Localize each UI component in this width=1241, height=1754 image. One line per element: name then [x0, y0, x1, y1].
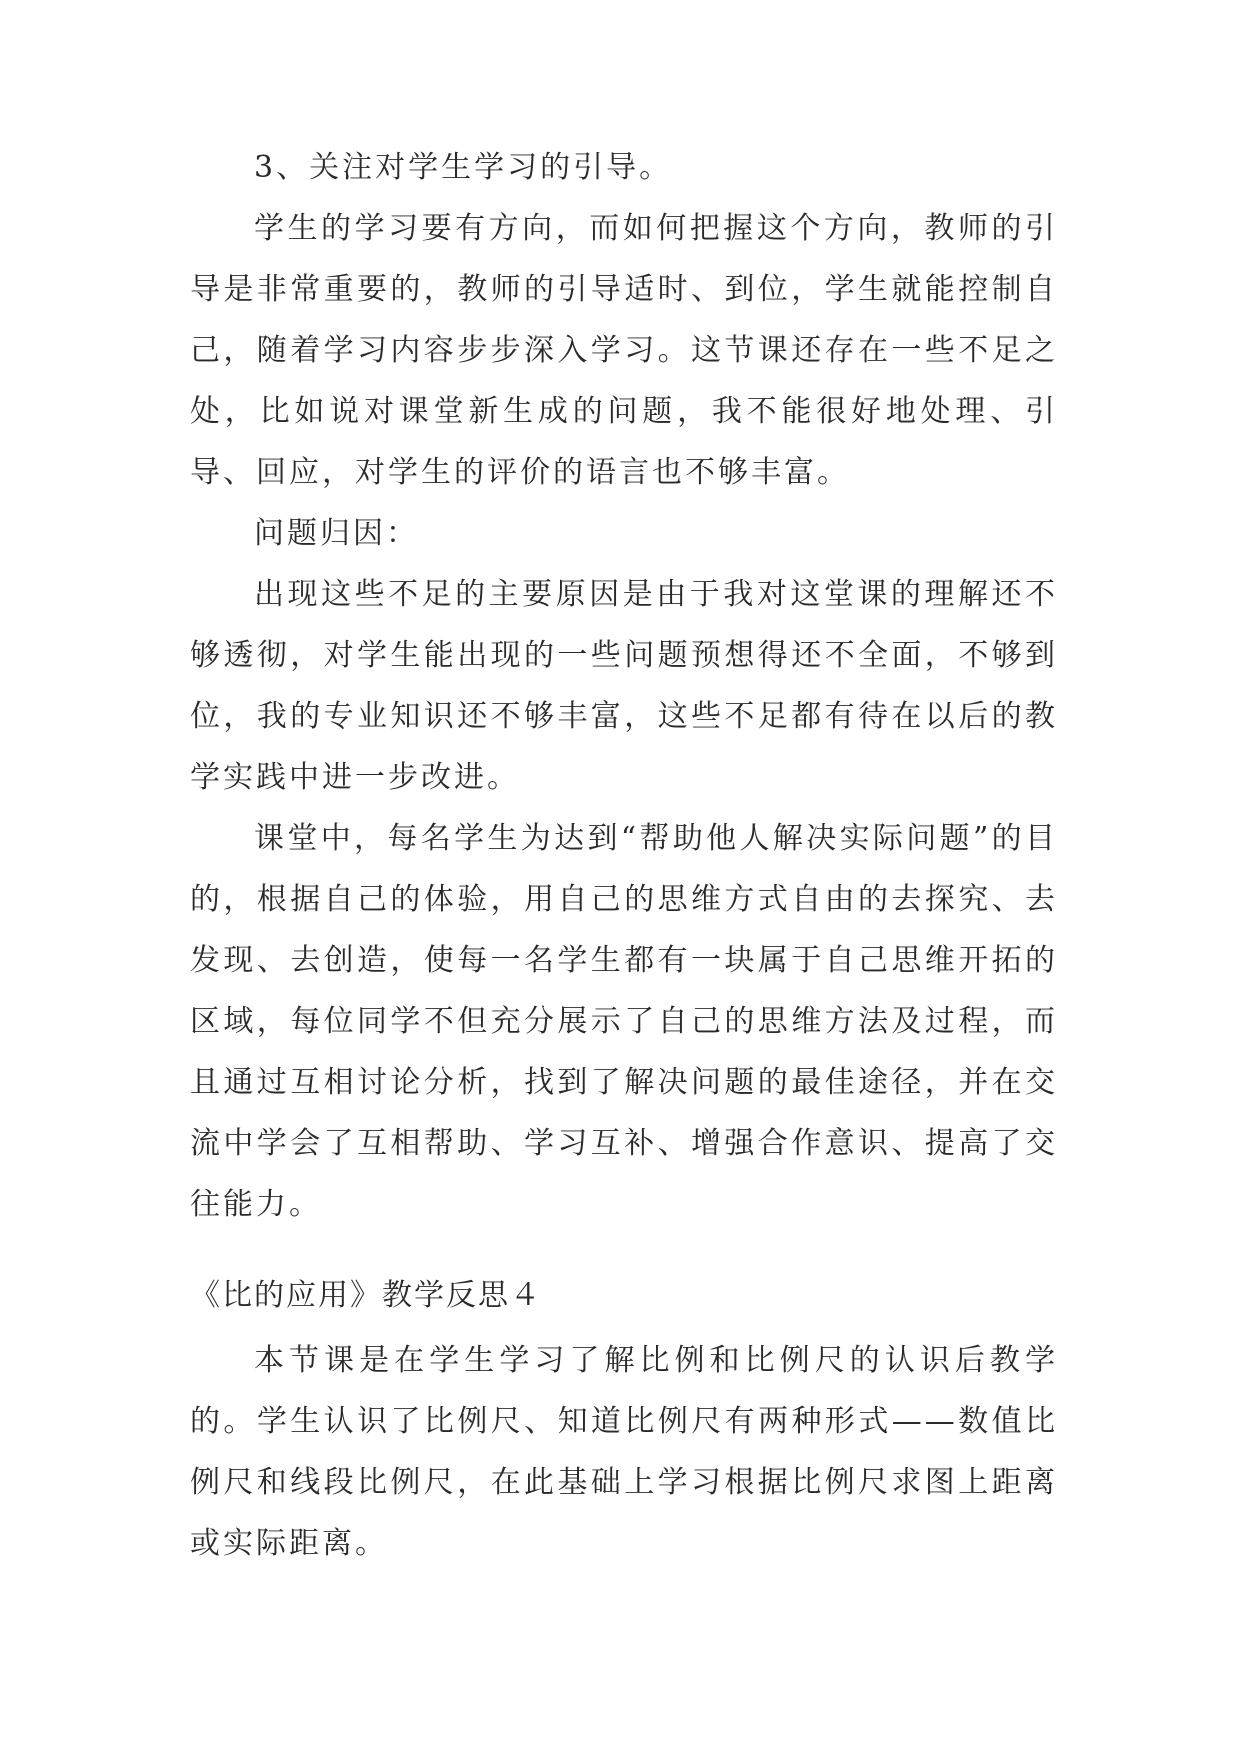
paragraph-guidance: 学生的学习要有方向，而如何把握这个方向，教师的引导是非常重要的，教师的引导适时、到位，学生就能控制自己，随着学习内容步步深入学习。这节课还存在一些不足之处，比如说对课堂新生成的问题，我不能很好地处理、引导、回应，对学生的评价的语言也不够丰富。 — [190, 211, 1058, 490]
section-title-reflection-4: 《比的应用》教学反思４ — [190, 1278, 542, 1313]
paragraph-cause: 出现这些不足的主要原因是由于我对这堂课的理解还不够透彻，对学生能出现的一些问题预想得还不全面，不够到位，我的专业知识还不够丰富，这些不足都有待在以后的教学实践中进一步改进。 — [190, 577, 1058, 795]
paragraph-lesson-intro: 本节课是在学生学习了解比例和比例尺的认识后教学的。学生认识了比例尺、知道比例尺有两种形式——数值比例尺和线段比例尺，在此基础上学习根据比例尺求图上距离或实际距离。 — [190, 1343, 1058, 1561]
subsection-heading-guidance: 3、关注对学生学习的引导。 — [254, 150, 673, 185]
subsection-heading-cause: 问题归因： — [254, 516, 419, 551]
paragraph-classroom: 课堂中，每名学生为达到“帮助他人解决实际问题”的目的，根据自己的体验，用自己的思维方式自由的去探究、去发现、去创造，使每一名学生都有一块属于自己思维开拓的区域，每位同学不但充分展示了自己的思维方法及过程，而且通过互相讨论分析，找到了解决问题的最佳途径，并在交流中学会了互相帮助、学习互补、增强合作意识、提高了交往能力。 — [190, 821, 1058, 1222]
